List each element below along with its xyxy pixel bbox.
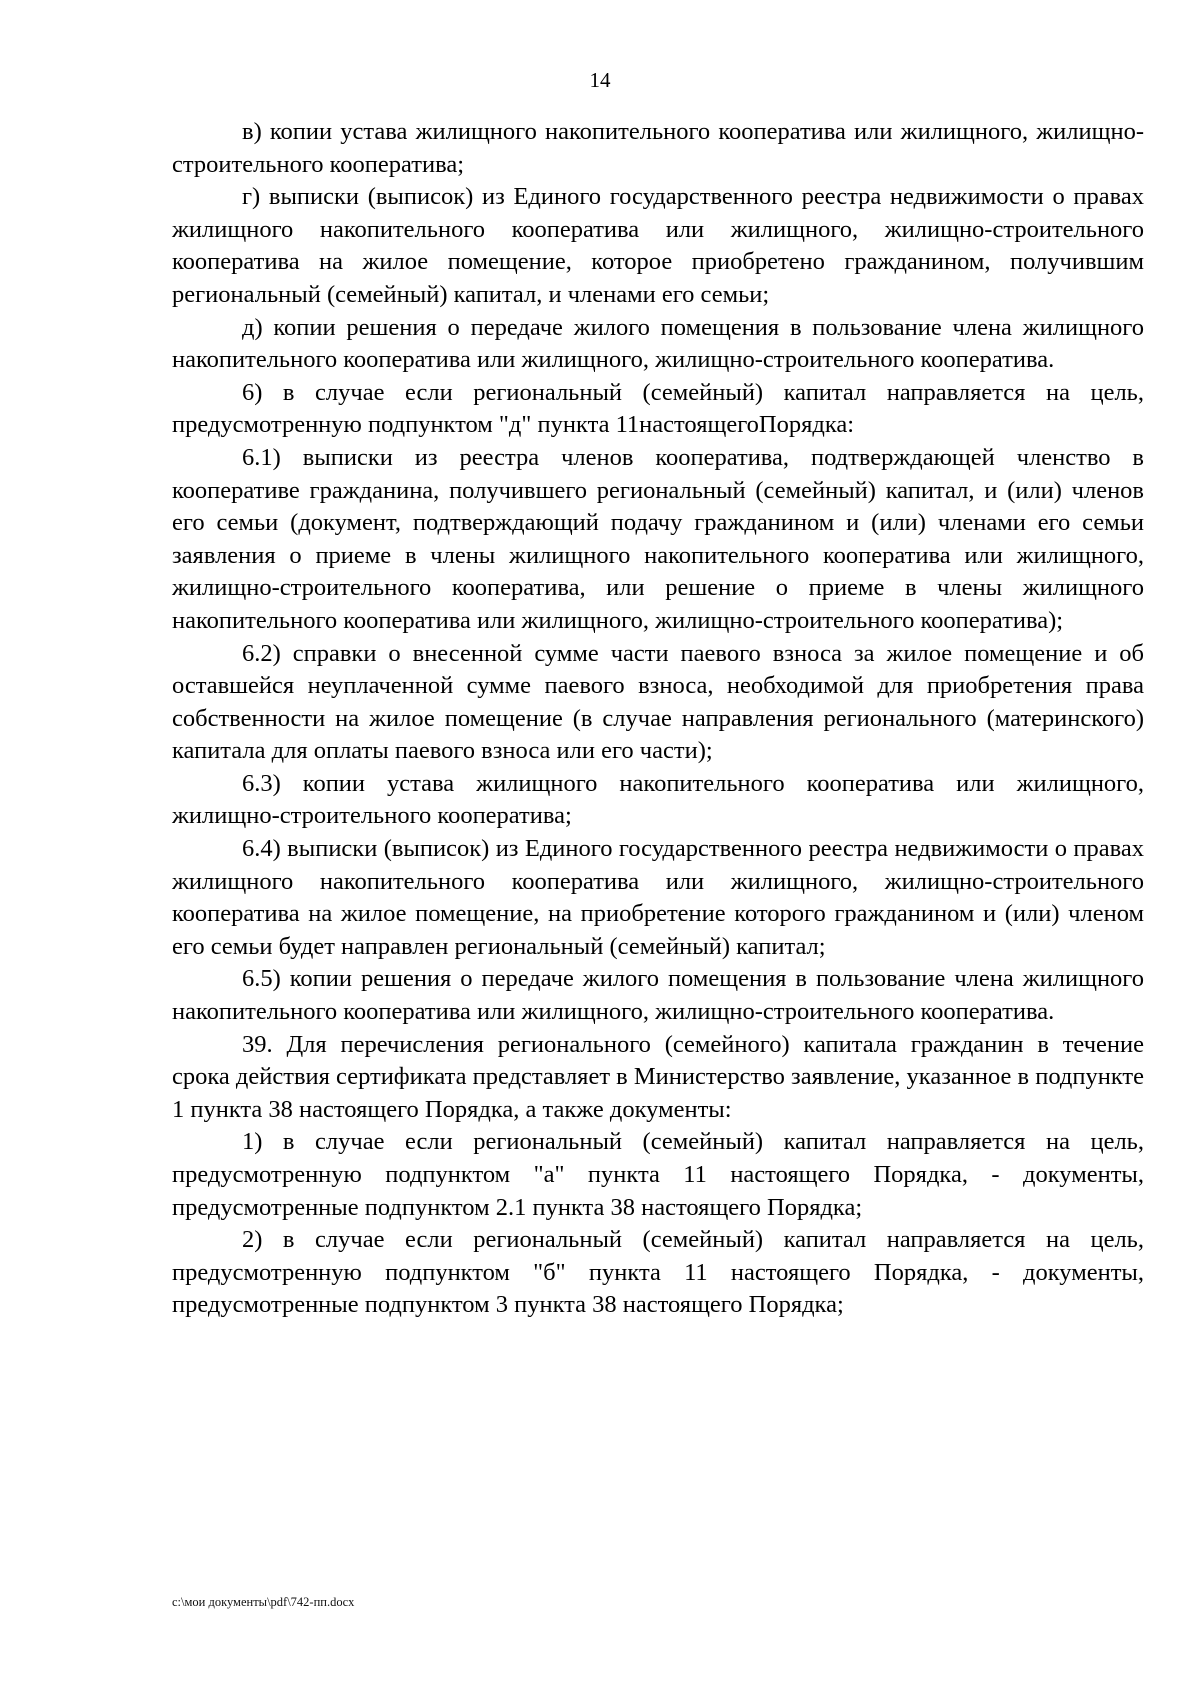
- paragraph-g-registry-extracts: г) выписки (выписок) из Единого государственного реестра недвижимости о правах жилищного накопительного кооператива или жилищного, жилищно-строительного кооператива на жилое помещение, которое приобретено гражданином, получившим региональный (семейный) капитал, и членами его семьи;: [172, 183, 1144, 308]
- paragraph-d-transfer-decision: д) копии решения о передаче жилого помещения в пользование члена жилищного накопительного кооператива или жилищного, жилищно-строительного кооператива.: [172, 313, 1144, 374]
- paragraph-6-1-membership-extract: 6.1) выписки из реестра членов кооператива, подтверждающей членство в кооперативе гражданина, получившего региональный (семейный) капитал, и (или) членов его семьи (документ, подтверждающий подачу гражданином и (или) членами его семьи заявления о приеме в члены жилищного накопительного кооператива или жилищного, жилищно-строительного кооператива, или решение о приеме в члены жилищного накопительного кооператива или жилищного, жилищно-строительного кооператива);: [172, 443, 1144, 634]
- paragraph-v-charter-copies: в) копии устава жилищного накопительного кооператива или жилищного, жилищно-строительного кооператива;: [172, 118, 1144, 178]
- paragraph-39-2-purpose-b: 2) в случае если региональный (семейный) капитал направляется на цель, предусмотренную подпунктом "б" пункта 11 настоящего Порядка, - документы, предусмотренные подпунктом 3 пункта 38 настоящего Порядка;: [172, 1226, 1144, 1319]
- paragraph-39-transfer-request: 39. Для перечисления регионального (семейного) капитала гражданин в течение срока действия сертификата представляет в Министерство заявление, указанное в подпункте 1 пункта 38 настоящего Порядка, а также документы:: [172, 1030, 1144, 1123]
- paragraph-6-4-registry-extracts: 6.4) выписки (выписок) из Единого государственного реестра недвижимости о правах жилищного накопительного кооператива или жилищного, жилищно-строительного кооператива на жилое помещение, на приобретение которого гражданином и (или) членом его семьи будет направлен региональный (семейный) капитал;: [172, 835, 1144, 960]
- paragraph-6-2-share-contribution: 6.2) справки о внесенной сумме части паевого взноса за жилое помещение и об оставшейся неуплаченной сумме паевого взноса, необходимой для приобретения права собственности на жилое помещение (в случае направления регионального (материнского) капитала для оплаты паевого взноса или его части);: [172, 639, 1144, 765]
- paragraph-6-3-charter-copies: 6.3) копии устава жилищного накопительного кооператива или жилищного, жилищно-строительного кооператива;: [172, 769, 1144, 830]
- paragraph-39-1-purpose-a: 1) в случае если региональный (семейный) капитал направляется на цель, предусмотренную подпунктом "а" пункта 11 настоящего Порядка, - документы, предусмотренные подпунктом 2.1 пункта 38 настоящего Порядка;: [172, 1128, 1144, 1221]
- paragraph-6-purpose-d: 6) в случае если региональный (семейный) капитал направляется на цель, предусмотренную подпунктом "д" пункта 11настоящегоПорядка:: [172, 378, 1144, 439]
- paragraph-6-5-transfer-decision: 6.5) копии решения о передаче жилого помещения в пользование члена жилищного накопительного кооператива или жилищного, жилищно-строительного кооператива.: [172, 965, 1144, 1026]
- page-number: 14: [589, 68, 611, 92]
- footer-file-path: c:\мои документы\pdf\742-пп.docx: [172, 1595, 355, 1609]
- document-body: [172, 116, 1144, 1322]
